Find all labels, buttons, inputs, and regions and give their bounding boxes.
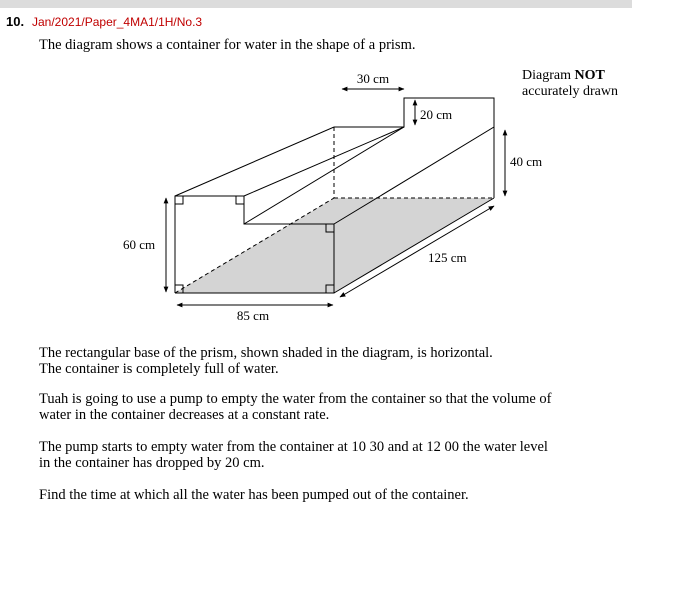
paragraph-pump-plan (39, 391, 599, 423)
paragraph-line: Find the time at which all the water has been pumped out of the container. (39, 487, 469, 503)
label-right-height: 40 cm (510, 154, 543, 169)
label-step-depth: 20 cm (420, 107, 453, 122)
question-reference: Jan/2021/Paper_4MA1/1H/No.3 (32, 15, 203, 29)
diagram-note-suffix: accurately drawn (522, 84, 618, 99)
paragraph-line: The rectangular base of the prism, shown shaded in the diagram, is horizontal. (39, 345, 493, 361)
label-length: 125 cm (428, 250, 467, 265)
right-angle-top-left (175, 196, 183, 204)
back-face-outline (334, 98, 494, 198)
paragraph-pump-times (39, 439, 599, 471)
paragraph-line: Tuah is going to use a pump to empty the water from the container so that the volume of (39, 391, 552, 407)
diagram-note-prefix: Diagram (522, 68, 571, 83)
paragraph-base-horizontal (39, 345, 599, 377)
paragraph-line: The pump starts to empty water from the container at 10 30 and at 12 00 the water level (39, 439, 548, 455)
paragraph-line: in the container has dropped by 20 cm. (39, 455, 265, 471)
right-angle-top-inner (236, 196, 244, 204)
edge-top-left (175, 127, 334, 196)
label-left-height: 60 cm (123, 237, 156, 252)
label-bottom-width: 85 cm (236, 308, 270, 323)
diagram-note-emphasis: NOT (574, 68, 605, 83)
label-top-width: 30 cm (356, 71, 390, 86)
question-intro: The diagram shows a container for water in the shape of a prism. (39, 37, 416, 53)
paragraph-line: The container is completely full of water. (39, 361, 279, 377)
paragraph-line: water in the container decreases at a constant rate. (39, 407, 330, 423)
edge-top-inner (244, 127, 404, 196)
question-number: 10. (6, 14, 25, 29)
paragraph-question (39, 487, 599, 503)
